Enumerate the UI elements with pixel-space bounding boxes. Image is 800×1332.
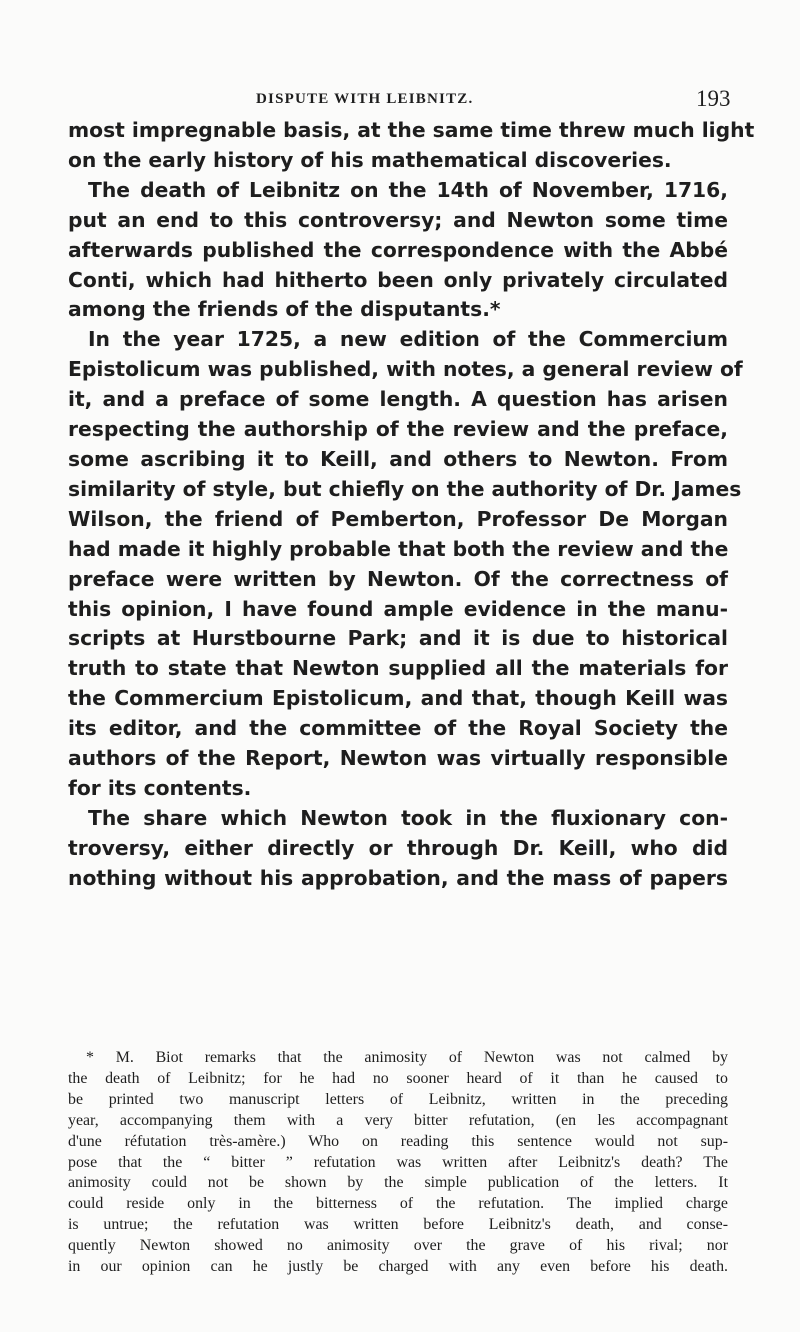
body-line: The share which Newton took in the fluxionary con- bbox=[88, 805, 728, 830]
body-line: similarity of style, but chiefly on the authority of Dr. James bbox=[68, 476, 742, 501]
body-line: this opinion, I have found ample evidence in the manu- bbox=[68, 596, 728, 621]
body-line: put an end to this controversy; and Newton some time bbox=[68, 207, 728, 232]
footnote-line: animosity could not be shown by the simple publication of the letters. It bbox=[68, 1174, 728, 1192]
body-text bbox=[68, 116, 755, 894]
body-line: Wilson, the friend of Pemberton, Professor De Morgan bbox=[68, 506, 728, 531]
page-number: 193 bbox=[696, 86, 731, 111]
body-line: among the friends of the disputants.* bbox=[68, 297, 501, 322]
footnote-line: * M. Biot remarks that the animosity of Newton was not calmed by bbox=[86, 1049, 728, 1066]
body-line: Conti, which had hitherto been only privately circulated bbox=[68, 267, 728, 292]
footnote-line: in our opinion can he justly be charged with any even before his death. bbox=[68, 1258, 728, 1276]
footnote-line: could reside only in the bitterness of the refutation. The implied charge bbox=[68, 1195, 728, 1213]
body-line: authors of the Report, Newton was virtually responsible bbox=[68, 746, 728, 771]
body-line: troversy, either directly or through Dr. Keill, who did bbox=[68, 835, 728, 860]
body-line: the Commercium Epistolicum, and that, though Keill was bbox=[68, 686, 728, 711]
body-line: truth to state that Newton supplied all the materials for bbox=[68, 656, 728, 681]
footnote bbox=[68, 1048, 728, 1278]
body-line: on the early history of his mathematical discoveries. bbox=[68, 147, 672, 172]
body-line: In the year 1725, a new edition of the Commercium bbox=[88, 327, 728, 352]
body-line: nothing without his approbation, and the mass of papers bbox=[68, 865, 728, 890]
body-line: scripts at Hurstbourne Park; and it is due to historical bbox=[68, 626, 728, 651]
running-head: DISPUTE WITH LEIBNITZ. bbox=[256, 91, 474, 107]
body-line: most impregnable basis, at the same time threw much light bbox=[68, 118, 755, 142]
body-line: it, and a preface of some length. A question has arisen bbox=[68, 387, 728, 412]
footnote-line: the death of Leibnitz; for he had no sooner heard of it than he caused to bbox=[68, 1069, 728, 1087]
body-line: Epistolicum was published, with notes, a general review of bbox=[68, 357, 743, 382]
body-line: preface were written by Newton. Of the correctness of bbox=[68, 566, 728, 591]
body-line: respecting the authorship of the review and the preface, bbox=[68, 417, 728, 442]
body-line: its editor, and the committee of the Royal Society the bbox=[68, 716, 728, 741]
body-line: The death of Leibnitz on the 14th of November, 1716, bbox=[88, 177, 728, 202]
body-line: some ascribing it to Keill, and others to Newton. From bbox=[68, 446, 728, 471]
footnote-line: is untrue; the refutation was written before Leibnitz's death, and conse- bbox=[68, 1216, 728, 1234]
body-line: afterwards published the correspondence with the Abbé bbox=[68, 237, 728, 262]
footnote-line: d'une réfutation très-amère.) Who on reading this sentence would not sup- bbox=[68, 1132, 728, 1150]
body-line: for its contents. bbox=[68, 775, 252, 800]
footnote-line: be printed two manuscript letters of Leibnitz, written in the preceding bbox=[68, 1090, 728, 1108]
footnote-line: year, accompanying them with a very bitter refutation, (en les accompagnant bbox=[68, 1111, 728, 1129]
footnote-line: pose that the “ bitter ” refutation was written after Leibnitz's death? The bbox=[68, 1153, 728, 1171]
footnote-line: quently Newton showed no animosity over the grave of his rival; nor bbox=[68, 1237, 728, 1255]
body-line: had made it highly probable that both the review and the bbox=[68, 536, 729, 561]
